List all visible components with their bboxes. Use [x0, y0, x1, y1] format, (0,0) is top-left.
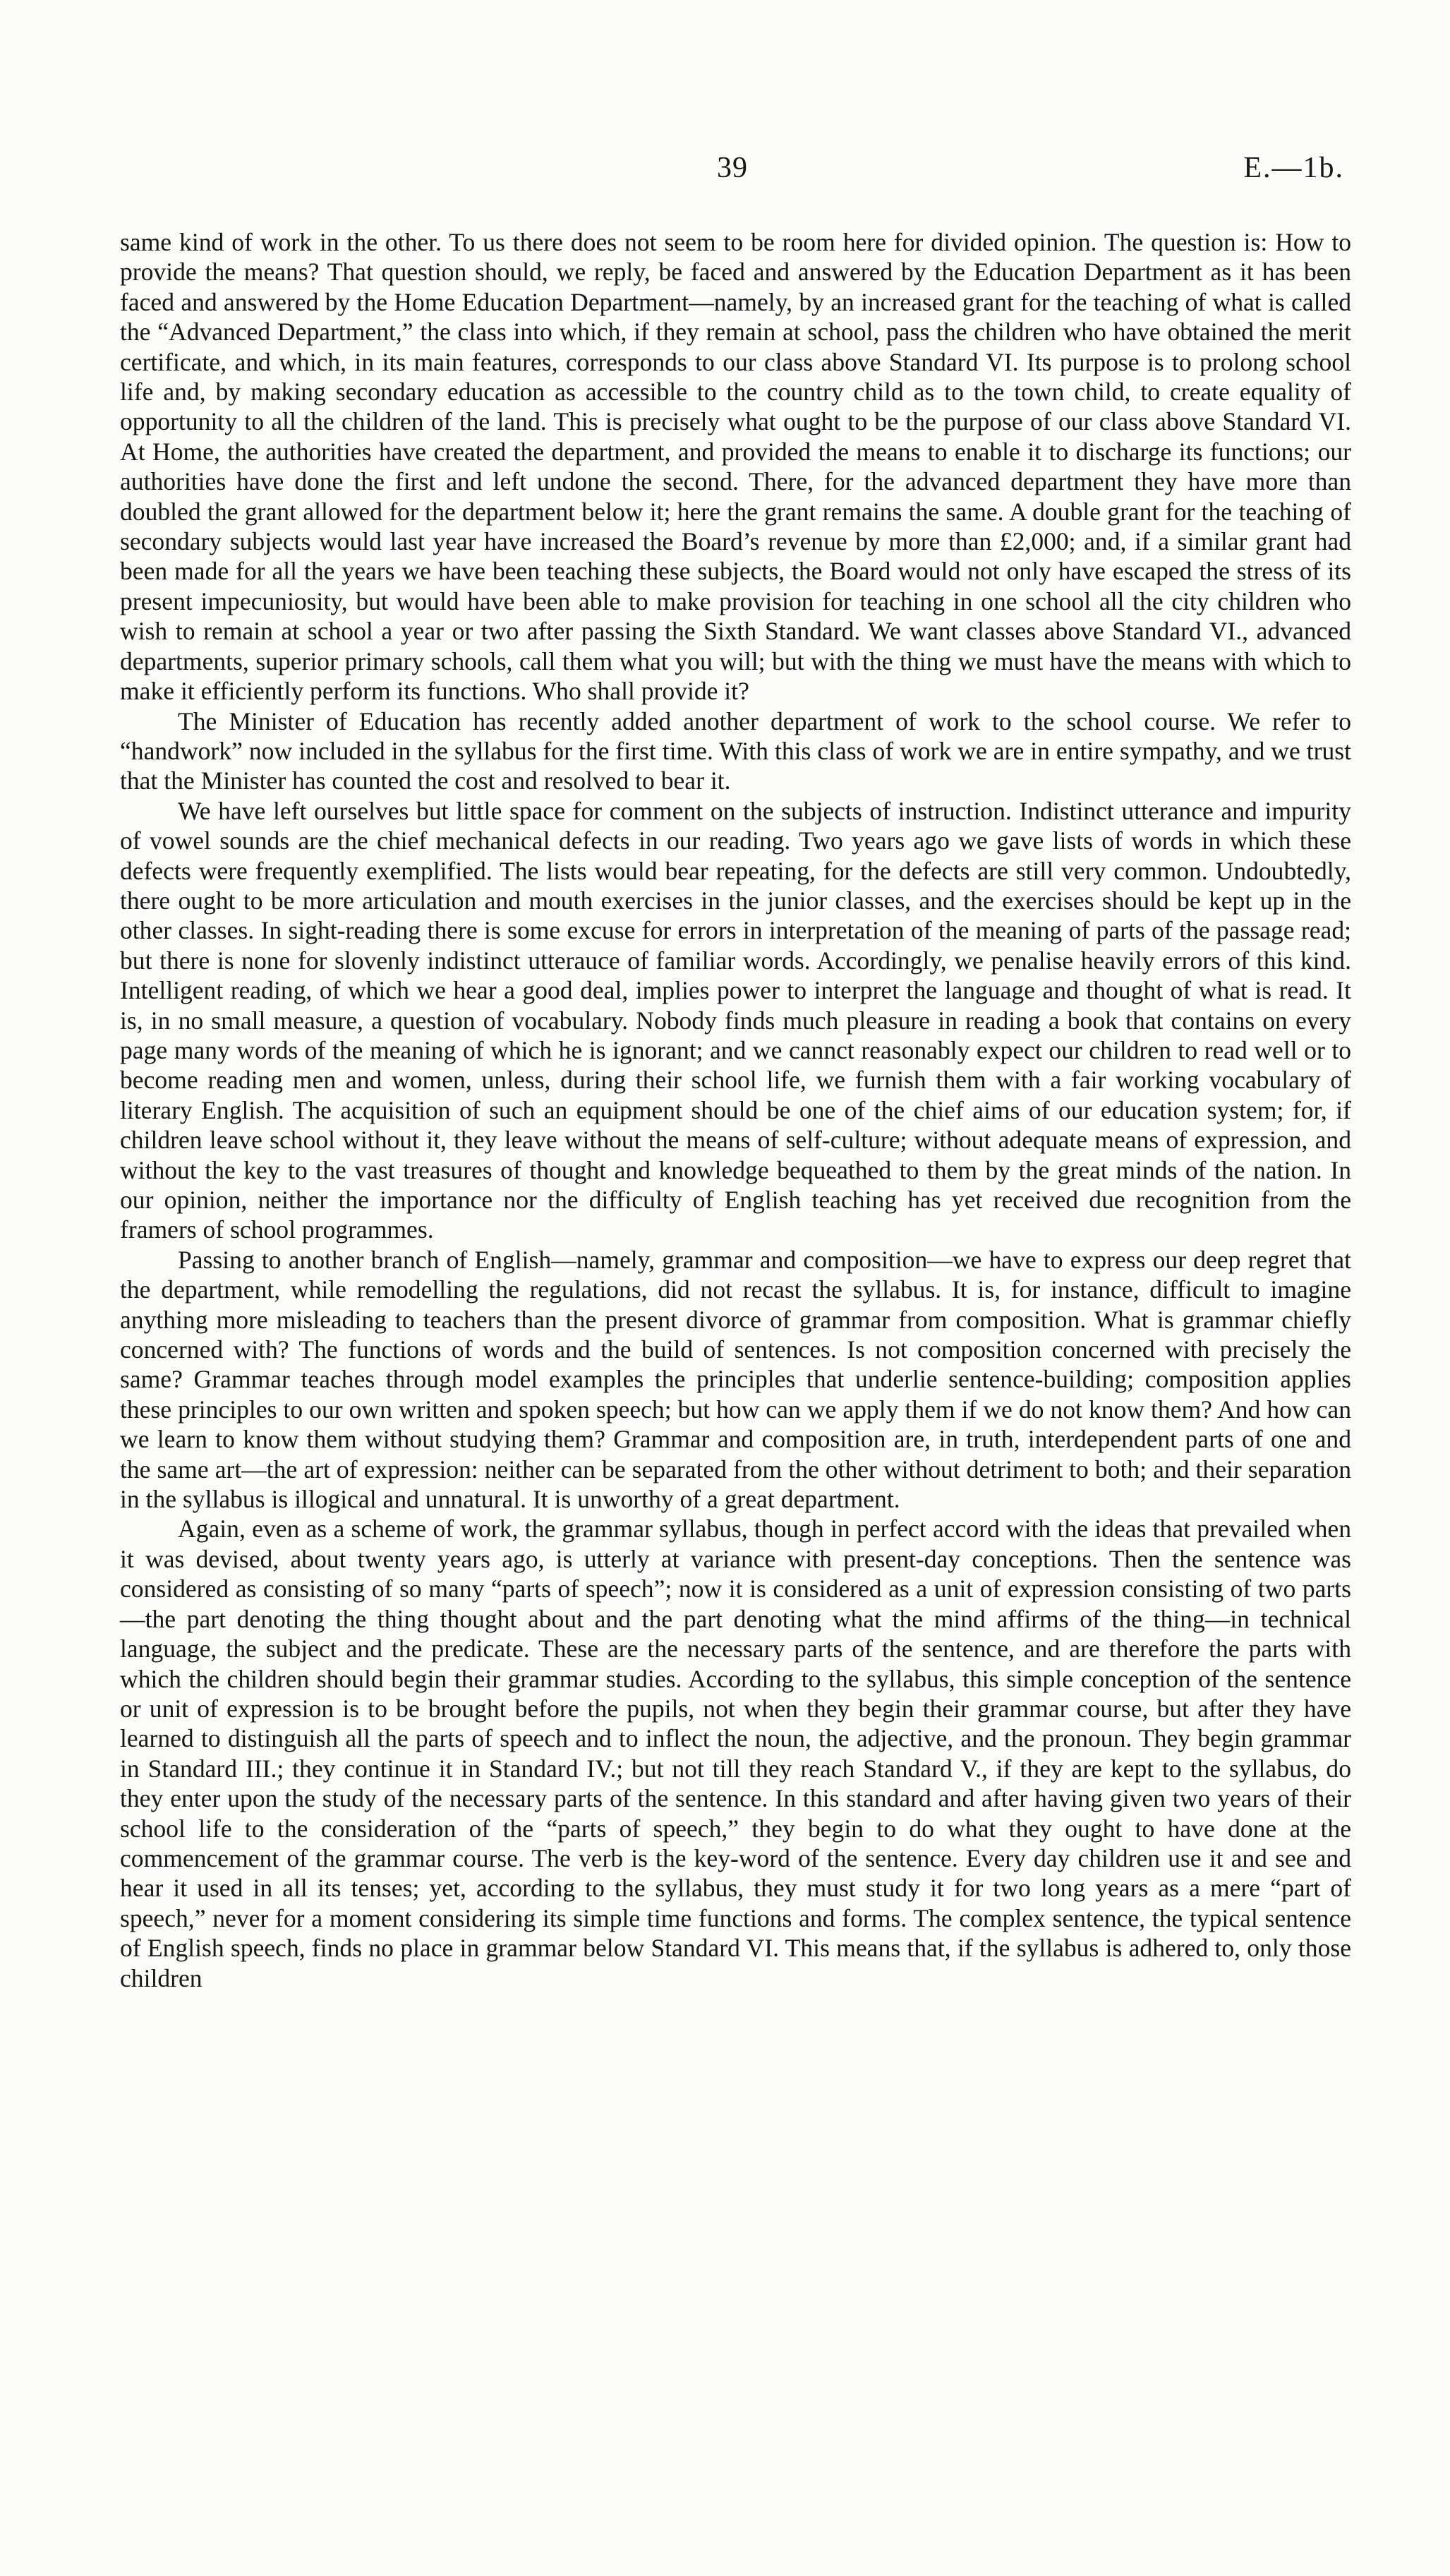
page-number: 39: [717, 152, 748, 184]
paragraph-grammar-composition: Passing to another branch of English—namely, grammar and composition—we have to express our deep regret that the department, while remodelling the regulations, did not recast the syllabus. It is, for instance, difficult to imagine anything more misleading to teachers than the present divorce of grammar from composition. What is grammar chiefly concerned with? The functions of words and the build of sentences. Is not composition concerned with precisely the same? Grammar teaches through model examples the principles that underlie sentence-building; composition applies these principles to our own written and spoken speech; but how can we apply them if we do not know them? And how can we learn to know them without studying them? Grammar and composition are, in truth, interdependent parts of one and the same art—the art of expression: neither can be separated from the other without detriment to both; and their separation in the syllabus is illogical and unnatural. It is unworthy of a great department.: [120, 1245, 1351, 1514]
paragraph-reading: We have left ourselves but little space for comment on the subjects of instruction. Indistinct utterance and impurity of vowel sounds are the chief mechanical defects in our reading. Two years ago we gave lists of words in which these defects were frequently exemplified. The lists would bear repeating, for the defects are still very common. Undoubtedly, there ought to be more articulation and mouth exercises in the junior classes, and the exercises should be kept up in the other classes. In sight-reading there is some excuse for errors in interpretation of the meaning of parts of the passage read; but there is none for slovenly indistinct utterauce of familiar words. Accordingly, we penalise heavily errors of this kind. Intelligent reading, of which we hear a good deal, implies power to interpret the language and thought of what is read. It is, in no small measure, a question of vocabulary. Nobody finds much pleasure in reading a book that contains on every page many words of the meaning of which he is ignorant; and we cannct reasonably expect our children to read well or to become reading men and women, unless, during their school life, we furnish them with a fair working vocabulary of literary English. The acquisition of such an equipment should be one of the chief aims of our education system; for, if children leave school without it, they leave without the means of self-culture; without adequate means of expression, and without the key to the vast treasures of thought and knowledge bequeathed to them by the great minds of the nation. In our opinion, neither the importance nor the difficulty of English teaching has yet received due recognition from the framers of school programmes.: [120, 796, 1351, 1244]
paragraph-grammar-syllabus: Again, even as a scheme of work, the grammar syllabus, though in perfect accord with the ideas that prevailed when it was devised, about twenty years ago, is utterly at variance with present-day conceptions. Then the sentence was considered as consisting of so many “parts of speech”; now it is considered as a unit of expression consisting of two parts—the part denoting the thing thought about and the part denoting what the mind affirms of the thing—in technical language, the subject and the predicate. These are the necessary parts of the sentence, and are therefore the parts with which the children should begin their grammar studies. According to the syllabus, this simple conception of the sentence or unit of expression is to be brought before the pupils, not when they begin their grammar course, but after they have learned to distinguish all the parts of speech and to inflect the noun, the adjective, and the pronoun. They begin grammar in Standard III.; they continue it in Standard IV.; but not till they reach Standard V., if they are kept to the syllabus, do they enter upon the study of the necessary parts of the sentence. In this standard and after having given two years of their school life to the consideration of the “parts of speech,” they begin to do what they ought to have done at the commencement of the grammar course. The verb is the key-word of the sentence. Every day children use it and see and hear it used in all its tenses; yet, according to the syllabus, they must study it for two long years as a mere “part of speech,” never for a moment considering its simple time functions and forms. The complex sentence, the typical sentence of English speech, finds no place in grammar below Standard VI. This means that, if the syllabus is adhered to, only those children: [120, 1515, 1351, 1992]
body-text: [120, 227, 1351, 1993]
page-header: [0, 151, 1450, 193]
document-reference: E.—1b.: [1243, 152, 1344, 184]
paragraph-handwork: The Minister of Education has recently added another department of work to the school course. We refer to “handwork” now included in the syllabus for the first time. With this class of work we are in entire sympathy, and we trust that the Minister has counted the cost and resolved to bear it.: [120, 706, 1351, 795]
paragraph-continuation: same kind of work in the other. To us there does not seem to be room here for divided opinion. The question is: How to provide the means? That question should, we reply, be faced and answered by the Education Department as it has been faced and answered by the Home Education Department—namely, by an increased grant for the teaching of what is called the “Advanced Department,” the class into which, if they remain at school, pass the children who have obtained the merit certificate, and which, in its main features, corresponds to our class above Standard VI. Its purpose is to prolong school life and, by making secondary education as accessible to the country child as to the town child, to create equality of opportunity to all the children of the land. This is precisely what ought to be the purpose of our class above Standard VI. At Home, the authorities have created the department, and provided the means to enable it to discharge its functions; our authorities have done the first and left undone the second. There, for the advanced department they have more than doubled the grant allowed for the department below it; here the grant remains the same. A double grant for the teaching of secondary subjects would last year have increased the Board’s revenue by more than £2,000; and, if a similar grant had been made for all the years we have been teaching these subjects, the Board would not only have escaped the stress of its present impecuniosity, but would have been able to make provision for teaching in one school all the city children who wish to remain at school a year or two after passing the Sixth Standard. We want classes above Standard VI., advanced departments, superior primary schools, call them what you will; but with the thing we must have the means with which to make it efficiently perform its functions. Who shall provide it?: [120, 228, 1351, 706]
